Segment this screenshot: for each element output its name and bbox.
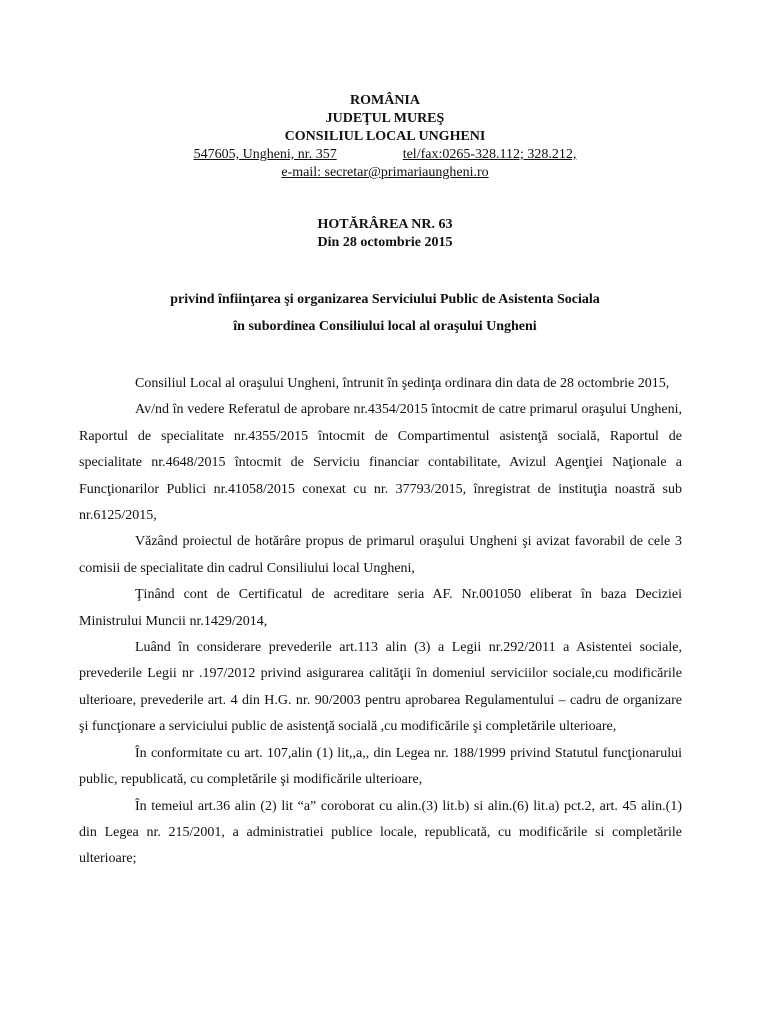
body-paragraph: Văzând proiectul de hotărâre propus de primarul oraşului Ungheni şi avizat favorabil de cele 3 comisii de specialitate din cadrul Consiliului local Ungheni, <box>79 534 682 576</box>
body-paragraph: Ţinând cont de Certificatul de acreditare seria AF. Nr.001050 eliberat în baza Deciziei Ministrului Muncii nr.1429/2014, <box>79 587 682 629</box>
decision-number: HOTĂRÂREA NR. 63 <box>317 217 453 232</box>
subject-line-1: privind înfiinţarea şi organizarea Serviciului Public de Asistenta Sociala <box>170 292 600 307</box>
address-line <box>0 146 770 164</box>
subject-line-2: în subordinea Consiliului local al oraşului Ungheni <box>233 319 537 334</box>
decision-date: Din 28 octombrie 2015 <box>317 235 453 250</box>
address-text: 547605, Ungheni, nr. 357 <box>193 147 337 162</box>
decision-subject <box>0 286 770 340</box>
body-paragraph: Av/nd în vedere Referatul de aprobare nr.4354/2015 întocmit de catre primarul oraşului Ungheni, Raportul de specialitate nr.4355/2015 întocmit de Compartimentul asistenţă socială, Raportul de specialitate nr.4648/2015 întocmit de Serviciu financiar contabilitate, Avizul Agenţiei Naţionale a Funcţionarilor Publici nr.41058/2015 conexat cu nr. 37793/2015, înregistrat de instituţia noastră sub nr.6125/2015, <box>79 402 682 524</box>
body-paragraph: Luând în considerare prevederile art.113 alin (3) a Legii nr.292/2011 a Asistentei sociale, prevederile Legii nr .197/2012 privind asigurarea calităţii în domeniul serviciilor sociale,cu modificările ulterioare, prevederile art. 4 din H.G. nr. 90/2003 pentru aprobarea Regulamentului – cadru de organizare şi funcţionare a serviciului public de asistenţă socială ,cu modificările şi completările ulterioare, <box>79 640 682 735</box>
body-paragraph: În conformitate cu art. 107,alin (1) lit,,a,, din Legea nr. 188/1999 privind Statutul funcţionarului public, republicată, cu completările şi modificările ulterioare, <box>79 745 682 788</box>
council-heading: CONSILIUL LOCAL UNGHENI <box>284 129 486 144</box>
email-line: e-mail: secretar@primariaungheni.ro <box>281 165 489 180</box>
county-heading: JUDEŢUL MUREŞ <box>325 111 445 126</box>
country-heading: ROMÂNIA <box>350 93 420 108</box>
body-paragraph: În temeiul art.36 alin (2) lit “a” coroborat cu alin.(3) lit.b) si alin.(6) lit.a) pct.2, art. 45 alin.(1) din Legea nr. 215/2001, a administratiei publice locale, republicată, cu modificările si completările ulterioare; <box>79 798 682 867</box>
letterhead <box>0 92 770 182</box>
decision-title-block <box>0 216 770 252</box>
body-paragraph: Consiliul Local al oraşului Ungheni, întrunit în şedinţa ordinara din data de 28 octombrie 2015, <box>135 376 670 391</box>
phone-text: tel/fax:0265-328.112; 328.212, <box>402 147 577 162</box>
document-body <box>79 371 682 873</box>
